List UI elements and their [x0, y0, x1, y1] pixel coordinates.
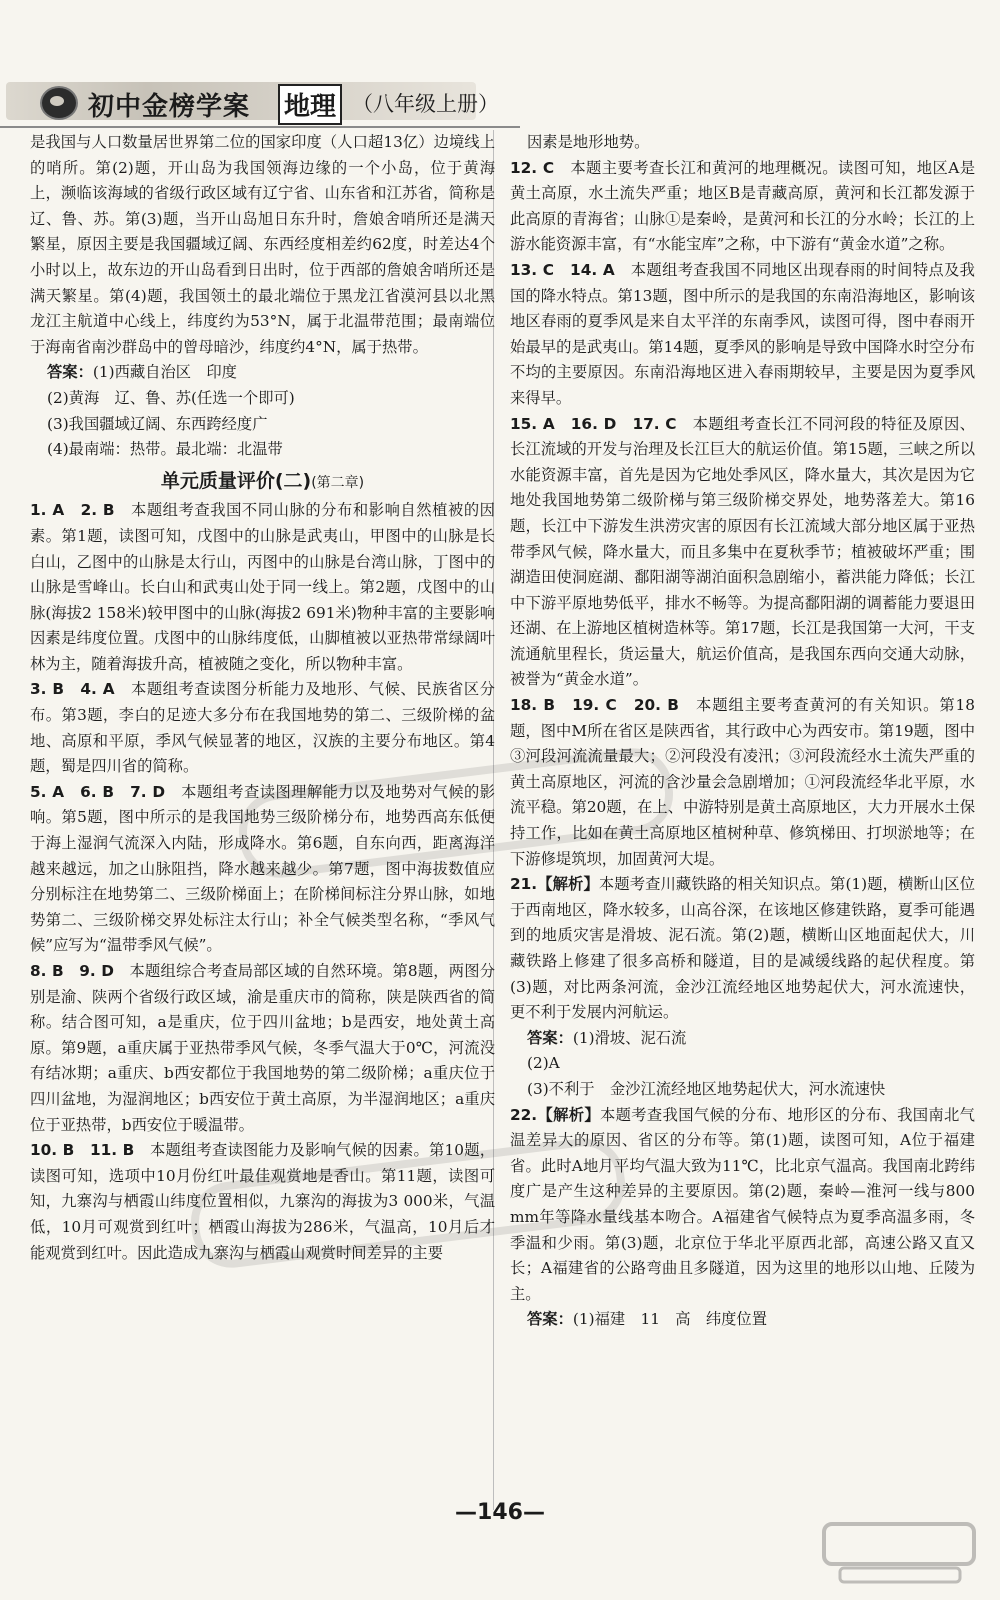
answer-line-1: (1)西藏自治区 印度: [92, 363, 237, 382]
question-text: 本题考查我国气候的分布、地形区的分布、我国南北气温差异大的原因、省区的分布等。第(1)题，读图可知，A位于福建省。此时A地月平均气温大致为11℃，比北京气温高。我国南北跨纬度广是产生这种差异的主要原因。第(2)题，秦岭—淮河一线与800 mm年等降水量线基本吻合。A福建省气候特点为夏季高温多雨，冬季温和少雨。第(3)题，北京位于华北平原西北部，高速公路又直又长；A福建省的公路弯曲且多隧道，因为这里的地形以山地、丘陵为主。: [510, 1105, 975, 1303]
question-number: 5. A 6. B 7. D: [30, 782, 166, 801]
left-column: [30, 130, 495, 1266]
page-header: [0, 0, 1000, 140]
answer-block: [510, 1026, 975, 1052]
analysis-tag: 【解析】: [537, 875, 599, 894]
question-13-14: [510, 258, 975, 412]
question-number: 3. B 4. A: [30, 680, 115, 699]
answer-block: [30, 360, 495, 386]
question-text: 本题考查川藏铁路的相关知识点。第(1)题，横断山区位于西南地区，降水较多，山高谷深，在该地区修建铁路，夏季可能遇到的地质灾害是滑坡、泥石流。第(2)题，横断山区地面起伏大，川藏铁路上修建了很多高桥和隧道，目的是减缓线路的起伏程度。第(3)题，对比两条河流，金沙江流经地区地势起伏大，河水流速快，更不利于发展内河航运。: [510, 875, 975, 1022]
question-text: 本题组考查我国不同山脉的分布和影响自然植被的因素。第1题，读图可知，戊图中的山脉是武夷山，甲图中的山脉是长白山，乙图中的山脉是太行山，丙图中的山脉是台湾山脉，丁图中的山脉是雪峰山。长白山和武夷山处于同一线上。第2题，戊图中的山脉(海拔2 158米)较甲图中的山脉(海拔2 691米)物种丰富的主要影响因素是纬度位置。戊图中的山脉纬度低，山脚植被以亚热带常绿阔叶林为主，随着海拔升高，植被随之变化，所以物种丰富。: [30, 501, 495, 673]
answer-line-3: (3)不利于 金沙江流经地区地势起伏大，河水流速快: [527, 1079, 886, 1098]
question-8-9: [30, 959, 495, 1138]
question-text: 本题主要考查长江和黄河的地理概况。读图可知，地区A是黄土高原，水土流失严重；地区B是青藏高原，黄河和长江都发源于此高原的青海省；山脉①是秦岭，是黄河和长江的分水岭；长江的上游水能资源丰富，有“水能宝库”之称，中下游有“黄金水道”之称。: [510, 158, 975, 254]
answer-label: 答案：: [527, 1310, 573, 1329]
question-text: 本题组考查读图分析能力及地形、气候、民族省区分布。第3题，李白的足迹大多分布在我国地势的第二、三级阶梯的盆地、高原和平原，季风气候显著的地区，汉族的主要分布地区。第4题，蜀是四川省的简称。: [30, 680, 495, 776]
question-text: 本题组考查我国不同地区出现春雨的时间特点及我国的降水特点。第13题，图中所示的是我国的东南沿海地区，影响该地区春雨的夏季风是来自太平洋的东南季风，读图可得，图中春雨开始最早的是武夷山。第14题，夏季风的影响是导致中国降水时空分布不均的主要原因。东南沿海地区进入春雨期较早，主要是因为夏季风来得早。: [510, 260, 975, 407]
answer-block: [510, 1307, 975, 1333]
book-title: 初中金榜学案: [88, 92, 251, 122]
question-number: 12. C: [510, 158, 555, 177]
question-1-2: [30, 498, 495, 677]
answer-label: 答案：: [527, 1028, 573, 1047]
question-number: 15. A 16. D 17. C: [510, 414, 677, 433]
question-number: 21.: [510, 875, 538, 894]
answer-line-1: (1)福建 11 高 纬度位置: [572, 1310, 768, 1329]
question-number: 13. C 14. A: [510, 260, 615, 279]
book-logo-icon: [40, 86, 78, 120]
corner-stamp-icon: [820, 1518, 980, 1588]
answer-line-3: (3)我国疆域辽阔、东西跨经度广: [47, 414, 268, 433]
question-number: 1. A 2. B: [30, 501, 115, 520]
answer-line-4: (4)最南端：热带。最北端：北温带: [47, 440, 283, 459]
answer-line-1: (1)滑坡、泥石流: [572, 1028, 687, 1047]
answer-label: 答案：: [47, 363, 93, 382]
header-divider: [0, 126, 520, 128]
answer-line-2: (2)A: [527, 1054, 560, 1073]
section-title-sub: (第二章): [311, 474, 365, 491]
question-number: 8. B 9. D: [30, 962, 114, 980]
question-text: 本题组考查读图理解能力以及地势对气候的影响。第5题，图中所示的是我国地势三级阶梯分布，地势西高东低便于海上湿润气流深入内陆，形成降水。第6题，自东向西，距离海洋越来越远，加之山脉阻挡，降水越来越少。第7题，图中海拔数值应分别标注在地势第二、三级阶梯面上；在阶梯间标注分界山脉，如地势第二、三级阶梯交界处标注太行山；补全气候类型名称，“季风气候”应写为“温带季风气候”。: [30, 782, 495, 955]
continued-text: 因素是地形地势。: [527, 133, 650, 151]
grade-label: （八年级上册）: [352, 92, 499, 116]
question-21: [510, 872, 975, 1026]
section-title: [30, 469, 495, 497]
question-12: [510, 156, 975, 258]
question-number: 22.: [510, 1105, 538, 1124]
section-title-main: 单元质量评价(二): [160, 469, 312, 492]
question-15-17: [510, 412, 975, 694]
question-number: 10. B 11. B: [30, 1141, 135, 1160]
question-text: 本题组考查长江不同河段的特征及原因、长江流域的开发与治理及长江巨大的航运价值。第15题，三峡之所以水能资源丰富，首先是因为它地处季风区，降水量大，其次是因为它地处我国地势第二级阶梯与第三级阶梯交界处，地势落差大。第16题，长江中下游发生洪涝灾害的原因有长江流域大部分地区属于亚热带季风气候，降水量大，而且多集中在夏秋季节；植被破坏严重；围湖造田使洞庭湖、鄱阳湖等湖泊面积急剧缩小，蓄洪能力降低；长江中下游平原地势低平，排水不畅等。为提高鄱阳湖的调蓄能力要退田还湖、在上游地区植树造林等。第17题，长江是我国第一大河，干支流通航里程长，货运量大，航运价值高，是我国东西向交通大动脉，被誉为“黄金水道”。: [510, 414, 975, 689]
question-text: 本题组综合考查局部区域的自然环境。第8题，两图分别是渝、陕两个省级行政区域，渝是重庆市的简称，陕是陕西省的简称。结合图可知，a是重庆，位于四川盆地；b是西安，地处黄土高原。第9题，a重庆属于亚热带季风气候，冬季气温大于0℃，河流没有结冰期；a重庆、b西安都位于我国地势的第二级阶梯；a重庆位于四川盆地，为湿润地区；b西安位于黄土高原，为半湿润地区；a重庆位于亚热带，b西安位于暖温带。: [30, 962, 495, 1134]
intro-paragraph: 是我国与人口数量居世界第二位的国家印度（人口超13亿）边境线上的哨所。第(2)题，开山岛为我国领海边缘的一个小岛，位于黄海上，濒临该海域的省级行政区域有辽宁省、山东省和江苏省，简称是辽、鲁、苏。第(3)题，当开山岛旭日东升时，詹娘舍哨所还是满天繁星，原因主要是我国疆域辽阔、东西经度相差约62度，时差达4个小时以上，故东边的开山岛看到日出时，位于西部的詹娘舍哨所还是满天繁星。第(4)题，我国领土的最北端位于黑龙江省漠河县以北黑龙江主航道中心线上，纬度约为53°N，属于北温带范围；最南端位于海南省南沙群岛中的曾母暗沙，纬度约4°N，属于热带。: [30, 133, 495, 356]
question-number: 18. B 19. C 20. B: [510, 696, 679, 715]
page-number: —146—: [455, 1500, 545, 1525]
question-text: 本题组考查读图能力及影响气候的因素。第10题，读图可知，选项中10月份红叶最佳观赏地是香山。第11题，读图可知，九寨沟与栖霞山纬度位置相似，九寨沟的海拔为3 000米，气温低，10月可观赏到红叶；栖霞山海拔为286米，气温高，10月后才能观赏到红叶。因此造成九寨沟与栖霞山观赏时间差异的主要: [30, 1141, 495, 1262]
question-text: 本题组主要考查黄河的有关知识。第18题，图中M所在省区是陕西省，其行政中心为西安市。第19题，图中③河段河流流量最大；②河段没有凌汛；③河段流经水土流失严重的黄土高原地区，河流的含沙量会急剧增加；①河段流经华北平原，水流平稳。第20题，在上、中游特别是黄土高原地区，大力开展水土保持工作，比如在黄土高原地区植树种草、修筑梯田、打坝淤地等；在下游修堤筑坝，加固黄河大堤。: [510, 696, 975, 868]
answer-line-2: (2)黄海 辽、鲁、苏(任选一个即可): [47, 388, 295, 407]
analysis-tag: 【解析】: [537, 1105, 601, 1124]
question-3-4: [30, 677, 495, 779]
subject-label: 地理: [278, 84, 342, 125]
